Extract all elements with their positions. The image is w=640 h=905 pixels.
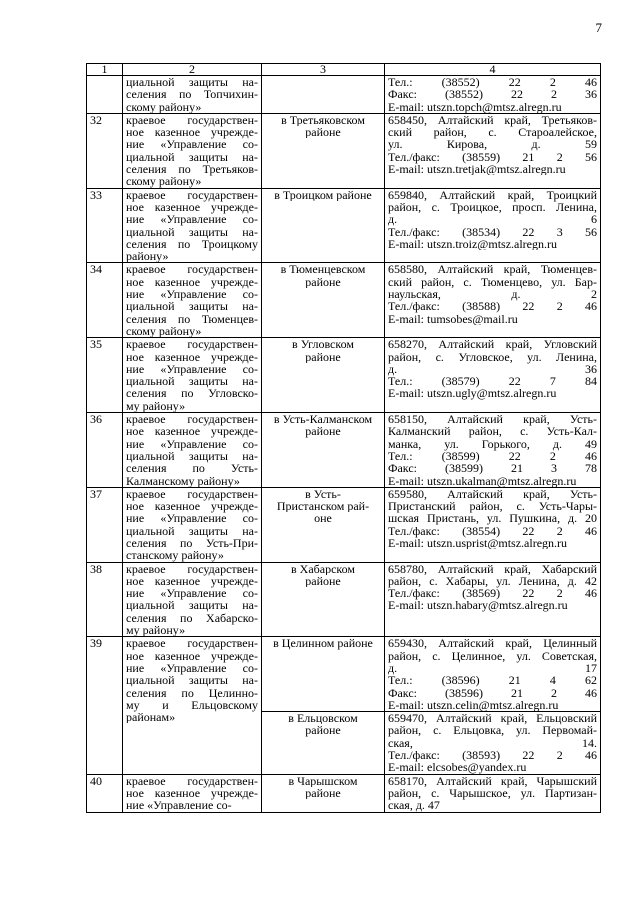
table-row — [87, 487, 601, 562]
contacts-cell-line: шская Пристань, ул. Пушкина, д. 20 — [388, 511, 597, 526]
contacts-cell-line: E-mail: utszn.usprist@mtsz.alregn.ru — [388, 536, 568, 550]
organization-cell-line: ное казенное учрежде- — [126, 499, 258, 514]
district-cell-line: районе — [305, 350, 341, 363]
organization-cell-line: селения по Третьяков- — [126, 162, 258, 177]
organization-cell-line: ное казенное учрежде- — [126, 424, 258, 439]
organization-cell-line: циальной защиты на- — [126, 673, 258, 688]
organization-cell — [123, 76, 262, 114]
organization-cell-line: краевое государствен- — [126, 337, 258, 352]
row-number: 36 — [87, 413, 123, 488]
district-cell-line: в Усть-Калманском — [273, 413, 373, 426]
organization-cell-line: циальной защиты на- — [126, 224, 258, 239]
contacts-cell-line: 659430, Алтайский край, Целинный — [388, 636, 597, 651]
organization-cell-line: селения по Целинно- — [126, 685, 258, 700]
contacts-cell-line: Тел.: (38596) 21 4 62 — [388, 673, 597, 688]
organization-cell-line: циальной защиты на- — [126, 149, 258, 164]
row-number: 34 — [87, 263, 123, 338]
contacts-cell-line: Тел./факс: (38554) 22 2 46 — [388, 523, 597, 538]
header-row — [87, 64, 601, 76]
district-cell — [262, 774, 385, 812]
table-row — [87, 413, 601, 488]
contacts-cell-line: район, с. Троицкое, просп. Ленина, — [388, 199, 597, 214]
contacts-cell-line: E-mail: tumsobes@mail.ru — [388, 312, 518, 325]
table-row — [87, 263, 601, 338]
contacts-cell-line: 658270, Алтайский край, Угловский — [388, 337, 597, 352]
organization-cell-line: му району» — [126, 624, 186, 637]
row-number: 40 — [87, 774, 123, 812]
organization-cell-line: ние «Управление со- — [126, 436, 258, 451]
organization-cell-line: краевое государствен- — [126, 636, 258, 651]
organization-cell-line: селения по Усть-При- — [126, 535, 258, 550]
contacts-cell — [385, 188, 601, 263]
contacts-cell-line: наульская, д. 2 — [388, 287, 597, 302]
contacts-cell-line: 658150, Алтайский край, Усть- — [388, 412, 597, 427]
contacts-cell-line: Тел./факс: (38588) 22 2 46 — [388, 299, 597, 314]
contacts-cell-line: E-mail: utszn.troiz@mtsz.alregn.ru — [388, 237, 558, 251]
contacts-cell-line: Тел.: (38579) 22 7 84 — [388, 374, 597, 389]
district-cell-line: районе — [305, 425, 341, 438]
district-cell — [262, 113, 385, 188]
district-cell-line: районе — [305, 126, 341, 139]
district-cell-line: районе — [305, 275, 341, 289]
organization-cell — [123, 263, 262, 338]
contacts-cell-line: ул. Кирова, д. 59 — [388, 137, 597, 152]
row-number: 32 — [87, 113, 123, 188]
contacts-cell — [385, 637, 601, 712]
contacts-cell-line: Пристанский район, с. Усть-Чары- — [388, 499, 597, 514]
organization-cell-line: ное казенное учрежде- — [126, 349, 258, 364]
district-cell-line: в Угловском — [292, 338, 354, 351]
organization-cell-line: ние «Управление со- — [126, 287, 258, 302]
district-cell — [262, 487, 385, 562]
organization-cell — [123, 487, 262, 562]
organization-cell — [123, 637, 262, 774]
district-cell-line: в Усть- — [305, 487, 341, 501]
district-cell-line: в Тюменцевском — [280, 263, 366, 276]
contacts-cell-line: E-mail: utszn.topch@mtsz.alregn.ru — [388, 100, 562, 113]
contacts-cell-line: 659580, Алтайский край, Усть- — [388, 486, 597, 501]
district-cell-line: в Третьяковском — [281, 113, 365, 127]
contacts-cell — [385, 413, 601, 488]
contacts-cell-line: Факс: (38596) 21 2 46 — [388, 685, 597, 700]
table-row — [87, 637, 601, 712]
organization-cell-line: селения по Топчихин- — [126, 87, 258, 102]
organization-cell-line: краевое государствен- — [126, 187, 258, 202]
table-row — [87, 562, 601, 637]
contacts-cell-line: Тел./факс: (38593) 22 2 46 — [388, 748, 597, 763]
contacts-cell-line: 658780, Алтайский край, Хабарский — [388, 561, 597, 576]
contacts-cell-line: Калманский район, с. Усть-Кал- — [388, 424, 597, 439]
organization-cell-line: селения по Угловско- — [126, 386, 258, 401]
district-cell-line: в Целинном районе — [273, 637, 373, 650]
contacts-cell — [385, 774, 601, 812]
contacts-cell-line: д. 6 — [388, 212, 597, 227]
contacts-cell-line: район, с. Ельцовка, ул. Первомай- — [388, 723, 597, 738]
contacts-cell-line: E-mail: elcsobes@yandex.ru — [388, 761, 527, 774]
contacts-cell-line: район, с. Целинное, ул. Советская, — [388, 648, 597, 663]
organization-cell-line: краевое государствен- — [126, 561, 258, 576]
contacts-cell — [385, 76, 601, 114]
organization-cell-line: селения по Хабарско- — [126, 610, 258, 625]
contacts-cell-line: 659470, Алтайский край, Ельцовский — [388, 711, 597, 726]
organization-cell-line: Калманскому району» — [126, 474, 240, 487]
district-cell-line: районе — [305, 786, 341, 800]
organization-cell-line: ное казенное учрежде- — [126, 274, 258, 289]
district-cell-line: в Троицком районе — [274, 188, 372, 201]
contacts-cell-line: E-mail: utszn.tretjak@mtsz.alregn.ru — [388, 163, 566, 176]
contacts-cell-line: ская, 14. — [388, 735, 597, 750]
table-row — [87, 76, 601, 114]
contacts-cell-line: манка, ул. Горького, д. 49 — [388, 436, 597, 451]
contacts-cell-line: Тел./факс: (38534) 22 3 56 — [388, 224, 597, 239]
organization-cell-line: циальной защиты на- — [126, 374, 258, 389]
organization-cell-line: ние «Управление со- — [126, 586, 258, 601]
contacts-cell-line: ский район, с. Тюменцево, ул. Бар- — [388, 274, 597, 289]
contacts-cell-line: Факс: (38552) 22 2 36 — [388, 87, 597, 102]
district-cell — [262, 188, 385, 263]
organization-cell — [123, 338, 262, 413]
contacts-cell-line: ский район, с. Староалейское, — [388, 125, 597, 140]
organization-cell-line: району» — [126, 250, 169, 263]
contacts-cell-line: E-mail: utszn.habary@mtsz.alregn.ru — [388, 599, 568, 612]
organization-cell-line: ние «Управление со- — [126, 137, 258, 152]
organization-cell-line: краевое государствен- — [126, 486, 258, 501]
contacts-cell-line: 659840, Алтайский край, Троицкий — [388, 187, 597, 202]
contacts-cell-line: Тел.: (38599) 22 2 46 — [388, 448, 597, 463]
district-cell-line: Пристанском рай- — [276, 500, 370, 513]
organization-cell-line: ние «Управление со- — [126, 660, 258, 675]
organization-cell-line: краевое государствен- — [126, 412, 258, 427]
organization-cell-line: му району» — [126, 399, 186, 413]
header-cell-3: 3 — [262, 64, 385, 76]
contacts-cell-line: E-mail: utszn.ugly@mtsz.alregn.ru — [388, 387, 557, 400]
contacts-cell-line: Факс: (38599) 21 3 78 — [388, 461, 597, 476]
organization-cell-line: ние «Управление со- — [126, 511, 258, 526]
contacts-cell-line: E-mail: utszn.celin@mtsz.alregn.ru — [388, 698, 559, 712]
district-cell — [262, 76, 385, 114]
contacts-cell-line: Тел./факс: (38559) 21 2 56 — [388, 149, 597, 164]
organization-cell-line: краевое государствен- — [126, 112, 258, 127]
table-row — [87, 113, 601, 188]
header-cell-4: 4 — [385, 64, 601, 76]
organization-cell — [123, 113, 262, 188]
contacts-cell — [385, 263, 601, 338]
organization-cell-line: циальной защиты на- — [126, 75, 258, 89]
contacts-cell-line: район, с. Чарышское, ул. Партизан- — [388, 785, 597, 800]
organization-cell-line: ное казенное учрежде- — [126, 648, 258, 663]
row-number: 33 — [87, 188, 123, 263]
organization-cell-line: ное казенное учрежде- — [126, 785, 258, 800]
organization-cell-line: краевое государствен- — [126, 262, 258, 277]
page-number: 7 — [595, 20, 602, 35]
organization-cell-line: скому району» — [126, 100, 202, 113]
organization-cell — [123, 188, 262, 263]
organization-cell-line: селения по Усть- — [126, 461, 258, 476]
district-cell — [262, 637, 385, 712]
district-cell — [262, 562, 385, 637]
district-cell — [262, 413, 385, 488]
district-cell-line: районе — [305, 574, 341, 588]
contacts-cell — [385, 113, 601, 188]
contacts-cell-line: E-mail: utszn.ukalman@mtsz.alregn.ru — [388, 474, 577, 487]
row-number: 38 — [87, 562, 123, 637]
table-row — [87, 338, 601, 413]
contacts-cell-line: д. 36 — [388, 361, 597, 376]
row-number: 37 — [87, 487, 123, 562]
contacts-cell-line: ская, д. 47 — [388, 799, 440, 812]
table-row — [87, 188, 601, 263]
district-cell-line: оне — [314, 512, 332, 525]
organization-cell-line: краевое государствен- — [126, 773, 258, 788]
table-row — [87, 774, 601, 812]
district-cell-line: в Чарышском — [288, 774, 358, 787]
contacts-cell — [385, 338, 601, 413]
district-cell-line: в Ельцовском — [288, 712, 358, 725]
organization-cell-line: ние «Управление со- — [126, 361, 258, 376]
contacts-cell — [385, 562, 601, 637]
row-number — [87, 76, 123, 114]
organization-cell — [123, 774, 262, 812]
contacts-cell-line: район, с. Угловское, ул. Ленина, — [388, 349, 597, 364]
organization-cell-line: селения по Троицкому — [126, 236, 258, 251]
organization-cell-line: циальной защиты на- — [126, 523, 258, 538]
organization-cell-line: ное казенное учрежде- — [126, 573, 258, 588]
header-cell-2: 2 — [123, 64, 262, 76]
organization-cell-line: ние «Управление со- — [126, 799, 232, 812]
organization-cell-line: му и Ельцовскому — [126, 697, 258, 712]
header-cell-1: 1 — [87, 64, 123, 76]
organization-cell — [123, 562, 262, 637]
organization-cell-line: циальной защиты на- — [126, 299, 258, 314]
contacts-cell-line: 658450, Алтайский край, Третьяков- — [388, 112, 597, 127]
contacts-cell-line: 658580, Алтайский край, Тюменцев- — [388, 262, 597, 277]
organization-cell-line: циальной защиты на- — [126, 448, 258, 463]
organization-cell-line: селения по Тюменцев- — [126, 311, 258, 326]
organization-cell-line: скому району» — [126, 324, 202, 338]
organization-cell-line: ние «Управление со- — [126, 212, 258, 227]
contacts-cell — [385, 712, 601, 774]
contacts-cell-line: 658170, Алтайский край, Чарышский — [388, 773, 597, 788]
row-number: 39 — [87, 637, 123, 774]
organization-cell-line: районам» — [126, 711, 176, 724]
district-cell — [262, 712, 385, 774]
registry-body — [87, 76, 601, 813]
district-cell — [262, 263, 385, 338]
district-cell-line: в Хабарском — [290, 562, 355, 575]
contacts-cell — [385, 487, 601, 562]
contacts-cell-line: район, с. Хабары, ул. Ленина, д. 42 — [388, 573, 597, 588]
registry-table — [86, 63, 601, 813]
district-cell — [262, 338, 385, 413]
organization-cell-line: ное казенное учрежде- — [126, 199, 258, 214]
organization-cell-line: ное казенное учрежде- — [126, 125, 258, 140]
contacts-cell-line: Тел./факс: (38569) 22 2 46 — [388, 586, 597, 601]
organization-cell-line: циальной защиты на- — [126, 598, 258, 613]
organization-cell — [123, 413, 262, 488]
organization-cell-line: скому району» — [126, 175, 202, 188]
district-cell-line: районе — [305, 724, 341, 737]
contacts-cell-line: д. 17 — [388, 660, 597, 675]
row-number: 35 — [87, 338, 123, 413]
contacts-cell-line: Тел.: (38552) 22 2 46 — [388, 75, 597, 89]
organization-cell-line: станскому району» — [126, 549, 224, 562]
